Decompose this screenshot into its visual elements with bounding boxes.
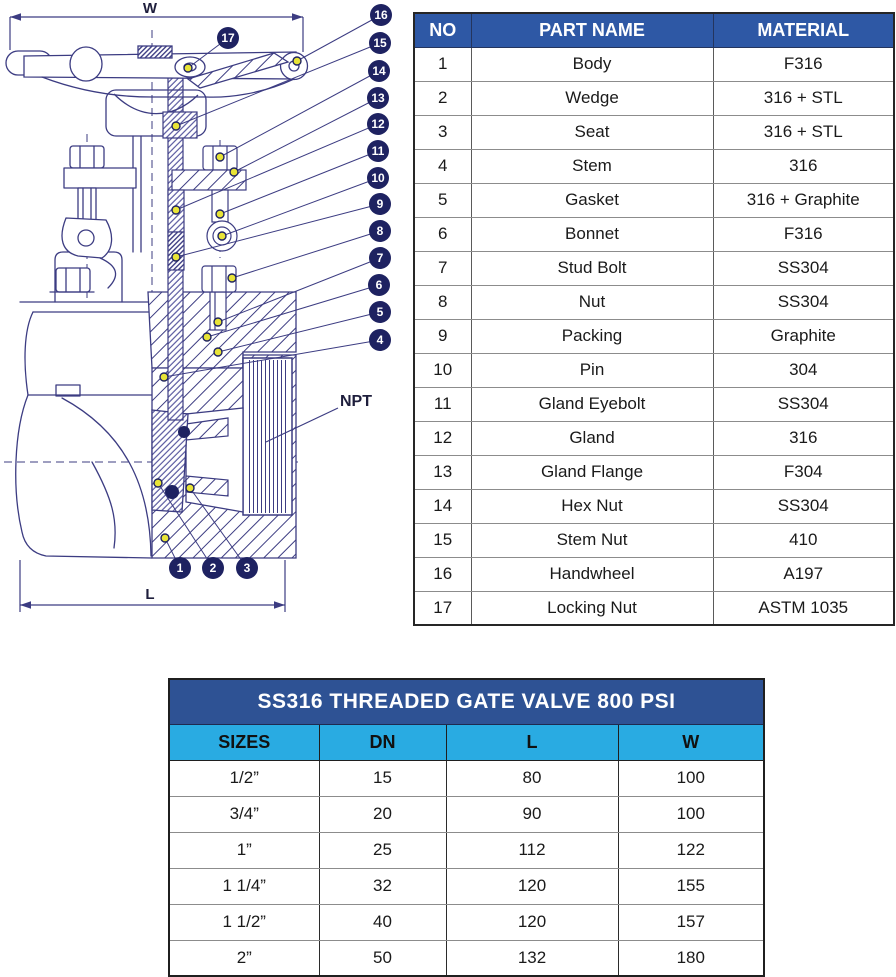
table-row [169, 904, 764, 940]
table-cell: 13 [414, 455, 471, 489]
callout-number: 13 [371, 91, 385, 106]
table-row [414, 591, 894, 625]
callout-number: 8 [376, 224, 384, 239]
table-cell: Packing [471, 319, 713, 353]
table-row [414, 523, 894, 557]
table-cell: 155 [618, 868, 764, 904]
table-cell: 50 [319, 940, 446, 976]
callout-dot-15 [172, 122, 180, 130]
parts-table [413, 12, 895, 626]
dimension-w [10, 0, 303, 52]
table-cell: 17 [414, 591, 471, 625]
callout-dot-14 [216, 153, 224, 161]
sizes-table [168, 678, 765, 977]
table-cell: 11 [414, 387, 471, 421]
callout-number: 15 [373, 36, 387, 51]
callout-number: 12 [371, 117, 385, 132]
table-cell: F304 [713, 455, 894, 489]
table-cell: 316 [713, 421, 894, 455]
callout-13 [230, 87, 389, 176]
table-row [169, 760, 764, 796]
table-cell: 304 [713, 353, 894, 387]
dimension-l-label: L [145, 586, 155, 603]
table-cell: 7 [414, 251, 471, 285]
callout-dot-11 [216, 210, 224, 218]
callout-dot-13 [230, 168, 238, 176]
table-cell: 20 [319, 796, 446, 832]
callout-dot-17 [184, 64, 192, 72]
sizes-col-sizes: SIZES [169, 724, 319, 760]
table-cell: Gland Flange [471, 455, 713, 489]
sizes-table-title: SS316 THREADED GATE VALVE 800 PSI [169, 679, 764, 724]
callout-number: 16 [374, 8, 388, 23]
table-row [169, 832, 764, 868]
callout-9 [172, 193, 391, 261]
table-row [414, 81, 894, 115]
callout-number: 10 [371, 171, 385, 186]
table-row [414, 353, 894, 387]
sizes-table-title-row [169, 679, 764, 724]
table-row [169, 868, 764, 904]
callout-number: 2 [209, 561, 217, 576]
dimension-w-label: W [142, 0, 158, 17]
seat-contact-upper [178, 426, 190, 438]
table-cell: 120 [446, 868, 618, 904]
table-cell: Locking Nut [471, 591, 713, 625]
table-cell: F316 [713, 217, 894, 251]
table-cell: Gland [471, 421, 713, 455]
table-cell: 15 [319, 760, 446, 796]
table-cell: Gasket [471, 183, 713, 217]
table-cell: 1 1/2” [169, 904, 319, 940]
table-row [414, 489, 894, 523]
table-row [414, 557, 894, 591]
parts-col-material: MATERIAL [713, 13, 894, 47]
callout-dot-6 [203, 333, 211, 341]
table-row [414, 455, 894, 489]
table-cell: Wedge [471, 81, 713, 115]
callout-number: 3 [243, 561, 251, 576]
callout-dot-8 [228, 274, 236, 282]
valve-body-exterior [16, 136, 152, 558]
callout-dot-7 [214, 318, 222, 326]
table-cell: 122 [618, 832, 764, 868]
table-cell: 5 [414, 183, 471, 217]
table-cell: 2 [414, 81, 471, 115]
sizes-table-header-row [169, 724, 764, 760]
npt-threads [243, 358, 292, 515]
table-row [414, 251, 894, 285]
callout-dot-2 [154, 479, 162, 487]
table-cell: Handwheel [471, 557, 713, 591]
table-cell: 16 [414, 557, 471, 591]
table-row [169, 796, 764, 832]
table-row [414, 217, 894, 251]
callout-number: 5 [376, 305, 384, 320]
table-row [414, 421, 894, 455]
table-cell: 6 [414, 217, 471, 251]
table-cell: 15 [414, 523, 471, 557]
table-cell: 40 [319, 904, 446, 940]
table-cell: SS304 [713, 285, 894, 319]
table-cell: Stud Bolt [471, 251, 713, 285]
table-cell: Seat [471, 115, 713, 149]
table-cell: 32 [319, 868, 446, 904]
table-cell: SS304 [713, 489, 894, 523]
table-cell: 100 [618, 796, 764, 832]
sizes-col-dn: DN [319, 724, 446, 760]
callout-dot-16 [293, 57, 301, 65]
table-row [414, 319, 894, 353]
table-cell: 25 [319, 832, 446, 868]
table-cell: 9 [414, 319, 471, 353]
table-cell: Gland Eyebolt [471, 387, 713, 421]
table-cell: Hex Nut [471, 489, 713, 523]
table-row [414, 387, 894, 421]
table-row [414, 285, 894, 319]
table-cell: 180 [618, 940, 764, 976]
parts-table-header-row [414, 13, 894, 47]
table-cell: 410 [713, 523, 894, 557]
sizes-col-l: L [446, 724, 618, 760]
table-cell: A197 [713, 557, 894, 591]
table-row [414, 115, 894, 149]
parts-col-no: NO [414, 13, 471, 47]
table-cell: 120 [446, 904, 618, 940]
table-cell: 4 [414, 149, 471, 183]
callout-dot-10 [218, 232, 226, 240]
callout-dot-4 [160, 373, 168, 381]
callout-number: 17 [221, 31, 235, 46]
table-cell: 1” [169, 832, 319, 868]
table-cell: Stem Nut [471, 523, 713, 557]
table-cell: 80 [446, 760, 618, 796]
callout-number: 9 [376, 197, 384, 212]
callout-number: 1 [176, 561, 184, 576]
table-row [169, 940, 764, 976]
table-cell: Nut [471, 285, 713, 319]
table-cell: 90 [446, 796, 618, 832]
table-cell: Stem [471, 149, 713, 183]
table-cell: 316 + STL [713, 81, 894, 115]
callout-dot-5 [214, 348, 222, 356]
table-cell: SS304 [713, 251, 894, 285]
table-cell: 1/2” [169, 760, 319, 796]
table-cell: 2” [169, 940, 319, 976]
table-row [414, 183, 894, 217]
parts-table-body [414, 47, 894, 625]
table-cell: Graphite [713, 319, 894, 353]
table-cell: 316 [713, 149, 894, 183]
callout-dot-1 [161, 534, 169, 542]
callout-number: 4 [376, 333, 384, 348]
table-cell: 157 [618, 904, 764, 940]
table-cell: F316 [713, 47, 894, 81]
callout-8 [228, 220, 391, 282]
valve-cross-section-diagram [0, 0, 410, 650]
callout-dot-9 [172, 253, 180, 261]
table-cell: 1 [414, 47, 471, 81]
table-cell: 316 + Graphite [713, 183, 894, 217]
table-cell: 316 + STL [713, 115, 894, 149]
table-cell: 3/4” [169, 796, 319, 832]
table-cell: 112 [446, 832, 618, 868]
callout-dot-12 [172, 206, 180, 214]
callout-number: 11 [371, 144, 385, 159]
sizes-col-w: W [618, 724, 764, 760]
table-cell: 1 1/4” [169, 868, 319, 904]
table-row [414, 149, 894, 183]
sizes-table-body [169, 760, 764, 976]
table-row [414, 47, 894, 81]
packing [168, 232, 184, 270]
table-cell: SS304 [713, 387, 894, 421]
callout-number: 6 [375, 278, 383, 293]
table-cell: 3 [414, 115, 471, 149]
callout-number: 7 [376, 251, 384, 266]
table-cell: ASTM 1035 [713, 591, 894, 625]
table-cell: Pin [471, 353, 713, 387]
parts-col-part-name: PART NAME [471, 13, 713, 47]
callout-dot-3 [186, 484, 194, 492]
table-cell: 10 [414, 353, 471, 387]
npt-label: NPT [340, 393, 372, 410]
table-cell: Bonnet [471, 217, 713, 251]
callout-number: 14 [372, 64, 386, 79]
table-cell: 8 [414, 285, 471, 319]
table-cell: 14 [414, 489, 471, 523]
table-cell: Body [471, 47, 713, 81]
table-cell: 100 [618, 760, 764, 796]
table-cell: 12 [414, 421, 471, 455]
table-cell: 132 [446, 940, 618, 976]
